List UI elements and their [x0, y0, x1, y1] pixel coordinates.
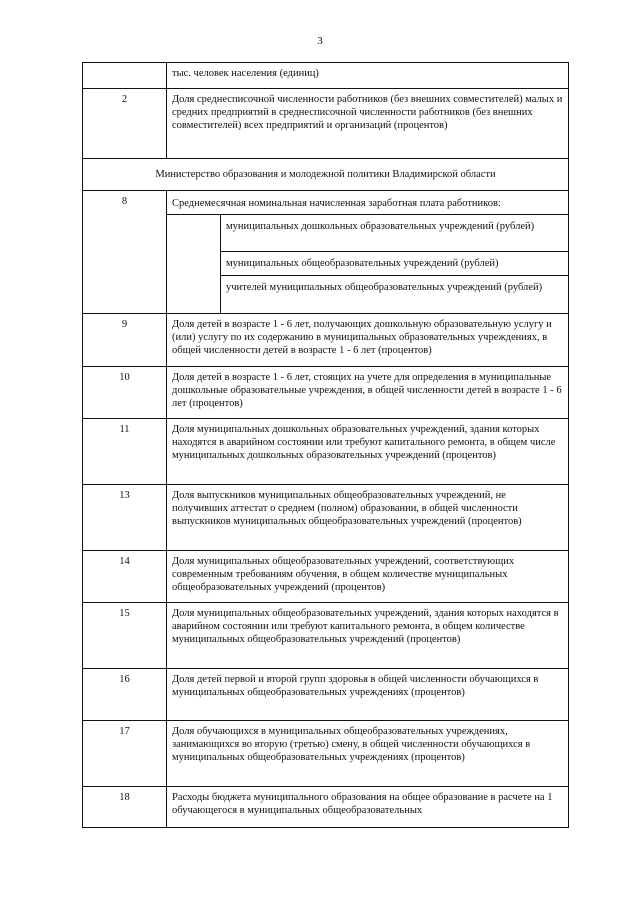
row-text: Доля детей в возрасте 1 - 6 лет, стоящих на учете для определения в муниципальные дошкольные образовательные учреждения, в общей численности детей в возрасте 1 - 6 лет (процентов)	[167, 367, 569, 419]
row-number: 8	[83, 191, 167, 314]
table-row	[83, 603, 569, 669]
row-number: 16	[83, 669, 167, 721]
row-text: Доля детей первой и второй групп здоровья в общей численности обучающихся в муниципальных общеобразовательных учреждениях (процентов)	[167, 669, 569, 721]
row-number: 13	[83, 485, 167, 551]
row-text: Доля выпускников муниципальных общеобразовательных учреждений, не получивших аттестат о среднем (полном) образовании, в общей численности выпускников муниципальных общеобразовательных учреждений (процентов)	[167, 485, 569, 551]
row-text: тыс. человек населения (единиц)	[167, 63, 569, 89]
table-row	[83, 63, 569, 89]
sub-row-text: учителей муниципальных общеобразовательных учреждений (рублей)	[221, 276, 569, 314]
page-number: 3	[317, 35, 323, 47]
sub-row-text: муниципальных общеобразовательных учреждений (рублей)	[221, 252, 569, 276]
row-number: 2	[83, 89, 167, 159]
table-row	[83, 367, 569, 419]
row-number: 17	[83, 721, 167, 787]
table-row	[83, 485, 569, 551]
table-row	[83, 314, 569, 367]
row-number: 10	[83, 367, 167, 419]
row-text: Доля муниципальных общеобразовательных учреждений, здания которых находятся в аварийном состоянии или требуют капитального ремонта, в общем количестве муниципальных общеобразовательных учреждений (процентов)	[167, 603, 569, 669]
table-row	[83, 787, 569, 828]
table-row	[83, 551, 569, 603]
row-text: Доля детей в возрасте 1 - 6 лет, получающих дошкольную образовательную услугу и (или) услугу по их содержанию в муниципальных образовательных учреждениях, в общей численности детей в возрасте 1 - 6 лет (процентов)	[167, 314, 569, 367]
row-text: Доля муниципальных дошкольных образовательных учреждений, здания которых находятся в аварийном состоянии или требуют капитального ремонта, в общем числе муниципальных дошкольных образовательных учреждений (процентов)	[167, 419, 569, 485]
table-row	[83, 191, 569, 215]
row-text: Среднемесячная номинальная начисленная заработная плата работников:	[167, 191, 569, 215]
table-row	[83, 669, 569, 721]
row-text: Доля среднесписочной численности работников (без внешних совместителей) малых и средних предприятий в среднесписочной численности работников (без внешних совместителей) всех предприятий и организаций (процентов)	[167, 89, 569, 159]
indicators-table	[82, 62, 569, 828]
row-number: 14	[83, 551, 167, 603]
row-text: Доля обучающихся в муниципальных общеобразовательных учреждениях, занимающихся во вторую (третью) смену, в общей численности обучающихся в муниципальных общеобразовательных учреждениях (процентов)	[167, 721, 569, 787]
row-number: 15	[83, 603, 167, 669]
section-header-row	[83, 159, 569, 191]
row-text: Доля муниципальных общеобразовательных учреждений, соответствующих современным требованиям обучения, в общем количестве муниципальных общеобразовательных учреждений (процентов)	[167, 551, 569, 603]
table-row	[83, 721, 569, 787]
row-number-cell	[83, 63, 167, 89]
row-number: 18	[83, 787, 167, 828]
sub-row-text: муниципальных дошкольных образовательных учреждений (рублей)	[221, 215, 569, 252]
blank-cell	[167, 215, 221, 314]
section-header: Министерство образования и молодежной политики Владимирской области	[83, 159, 569, 191]
row-text: Расходы бюджета муниципального образования на общее образование в расчете на 1 обучающегося в муниципальных общеобразовательных	[167, 787, 569, 828]
table-row	[83, 89, 569, 159]
table-row	[83, 419, 569, 485]
row-number: 9	[83, 314, 167, 367]
row-number: 11	[83, 419, 167, 485]
